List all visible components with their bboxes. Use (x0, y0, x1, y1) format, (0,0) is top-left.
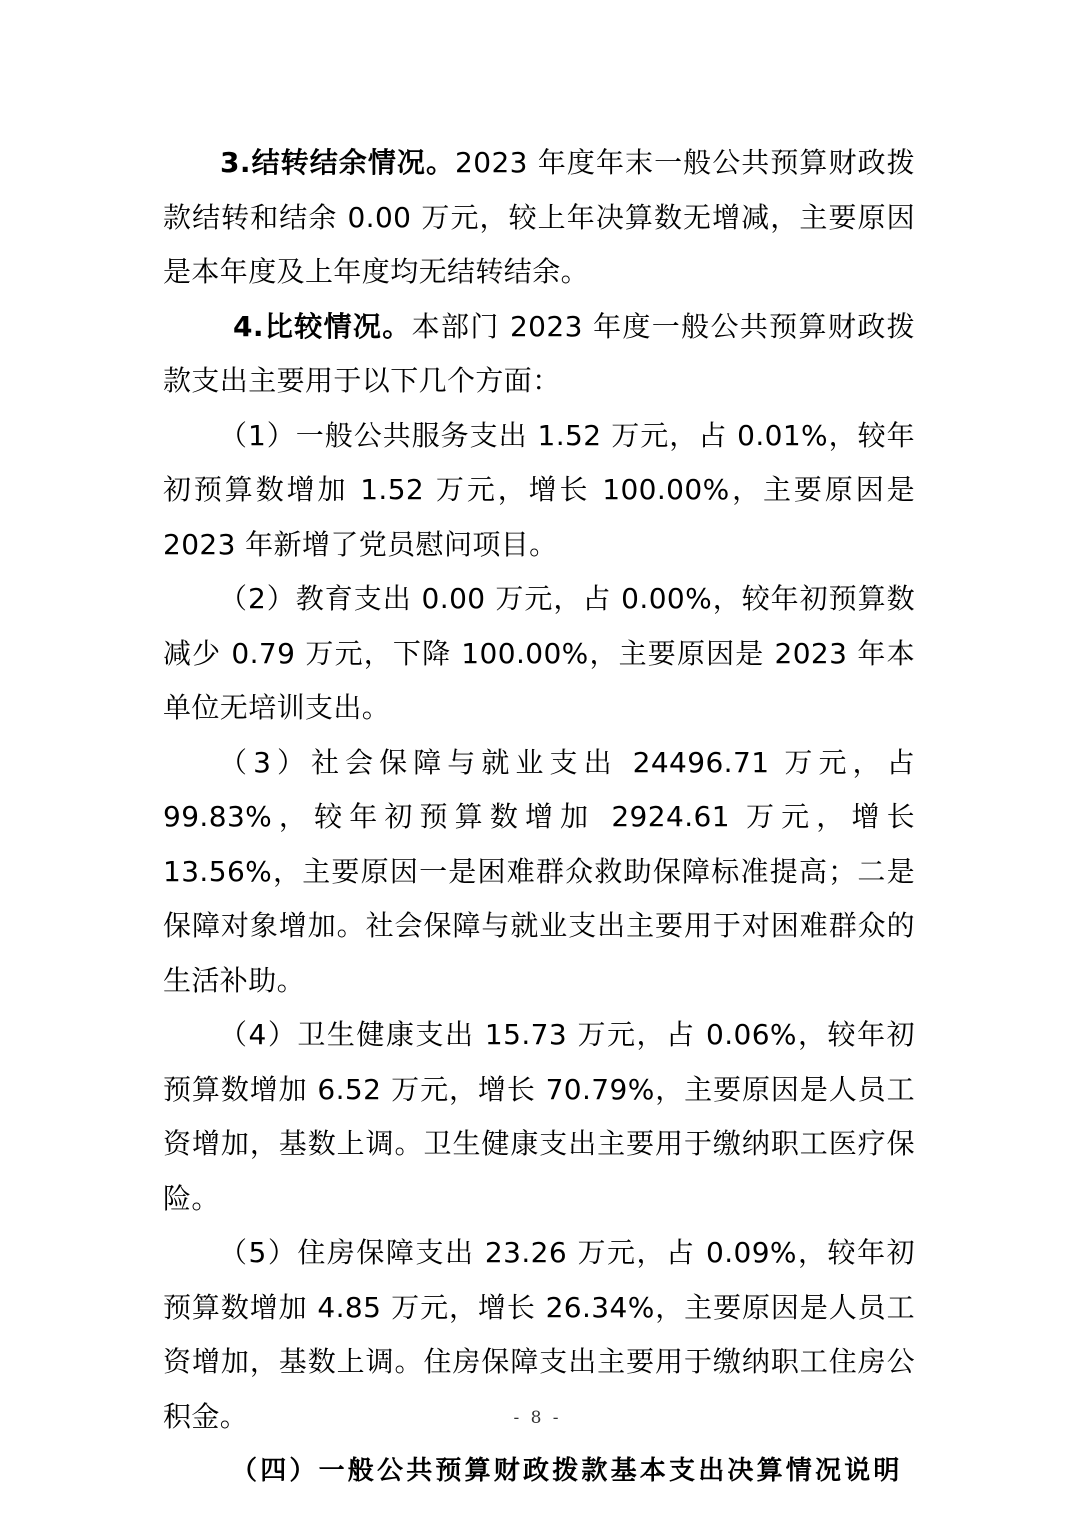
paragraph-text-carryover: 2023 年度年末一般公共预算财政拨款结转和结余 0.00 万元，较上年决算数无增减，主要原因是本年度及上年度均无结转结余。 (163, 146, 915, 288)
paragraph-carryover (163, 136, 915, 300)
paragraph-social-security: （3）社会保障与就业支出 24496.71 万元，占 99.83%，较年初预算数增加 2924.61 万元，增长 13.56%，主要原因一是困难群众救助保障标准提高；二是保障对象增加。社会保障与就业支出主要用于对困难群众的生活补助。 (163, 745, 915, 997)
page-number: - 8 - (513, 1408, 562, 1428)
section-heading: （四）一般公共预算财政拨款基本支出决算情况说明 (231, 1456, 903, 1486)
paragraph-health: （4）卫生健康支出 15.73 万元，占 0.06%，较年初预算数增加 6.52 万元，增长 70.79%，主要原因是人员工资增加，基数上调。卫生健康支出主要用于缴纳职工医疗保险。 (163, 1018, 915, 1215)
paragraph-comparison (163, 300, 915, 409)
paragraph-housing: （5）住房保障支出 23.26 万元，占 0.09%，较年初预算数增加 4.85 万元，增长 26.34%，主要原因是人员工资增加，基数上调。住房保障支出主要用于缴纳职工住房公积金。 (163, 1236, 915, 1433)
paragraph-general-public-services: （1）一般公共服务支出 1.52 万元，占 0.01%，较年初预算数增加 1.52 万元，增长 100.00%，主要原因是 2023 年新增了党员慰问项目。 (163, 418, 915, 561)
paragraph-heading-carryover: 3.结转结余情况。 (220, 146, 456, 179)
paragraph-text-comparison: 本部门 2023 年度一般公共预算财政拨款支出主要用于以下几个方面： (163, 309, 915, 397)
paragraph-education: （2）教育支出 0.00 万元，占 0.00%，较年初预算数减少 0.79 万元，下降 100.00%，主要原因是 2023 年本单位无培训支出。 (163, 582, 915, 724)
document-body (163, 136, 915, 1499)
paragraph-heading-comparison: 4.比较情况。 (233, 309, 412, 343)
